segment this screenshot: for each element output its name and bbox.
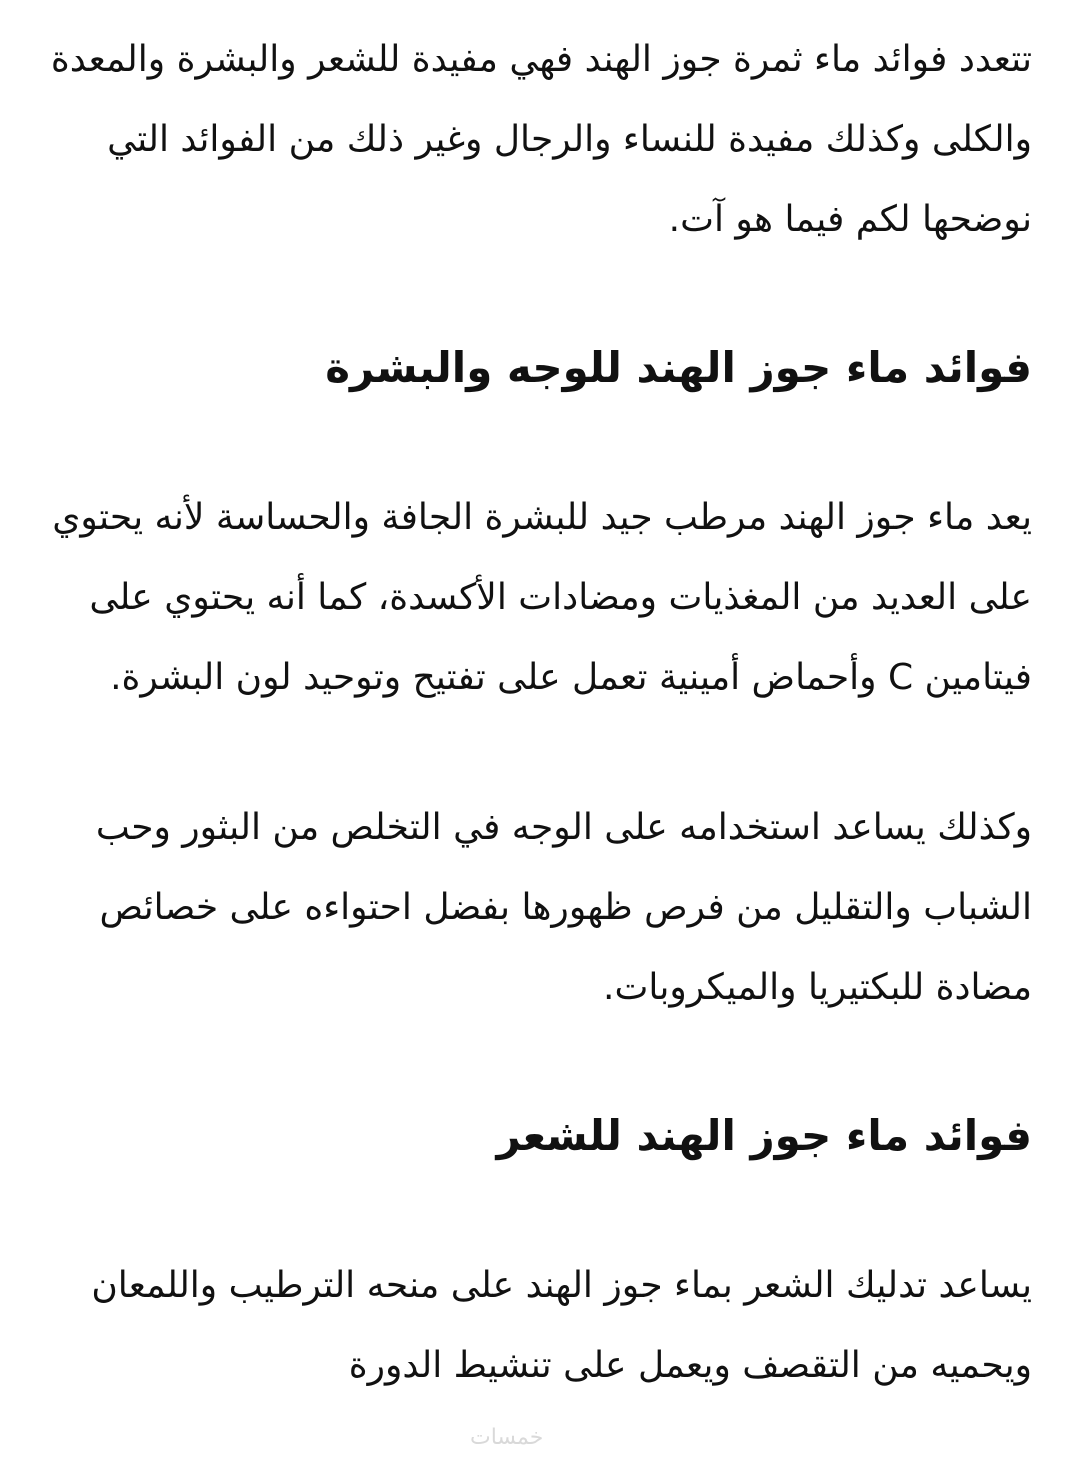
face-paragraph-acne: وكذلك يساعد استخدامه على الوجه في التخلص من البثور وحب الشباب والتقليل من فرص ظهورها بفضل احتواءه على خصائص مضادة للبكتيريا والميكروبات. — [95, 807, 1032, 1008]
intro-paragraph: تتعدد فوائد ماء ثمرة جوز الهند فهي مفيدة للشعر والبشرة والمعدة والكلى وكذلك مفيدة للنساء والرجال وغير ذلك من الفوائد التي نوضحها لكم فيما هو آت. — [50, 39, 1032, 240]
face-paragraph-moisturizer: يعد ماء جوز الهند مرطب جيد للبشرة الجافة والحساسة لأنه يحتوي على العديد من المغذيات ومضادات الأكسدة، كما أنه يحتوي على فيتامين C وأحماض أمينية تعمل على تفتيح وتوحيد لون البشرة. — [52, 497, 1032, 698]
section-heading-face-skin: فوائد ماء جوز الهند للوجه والبشرة — [325, 343, 1032, 392]
section-heading-hair: فوائد ماء جوز الهند للشعر — [496, 1111, 1032, 1160]
watermark: خمسات — [470, 1425, 544, 1450]
hair-paragraph-massage: يساعد تدليك الشعر بماء جوز الهند على منحه الترطيب واللمعان ويحميه من التقصف ويعمل على تنشيط الدورة — [91, 1265, 1032, 1386]
